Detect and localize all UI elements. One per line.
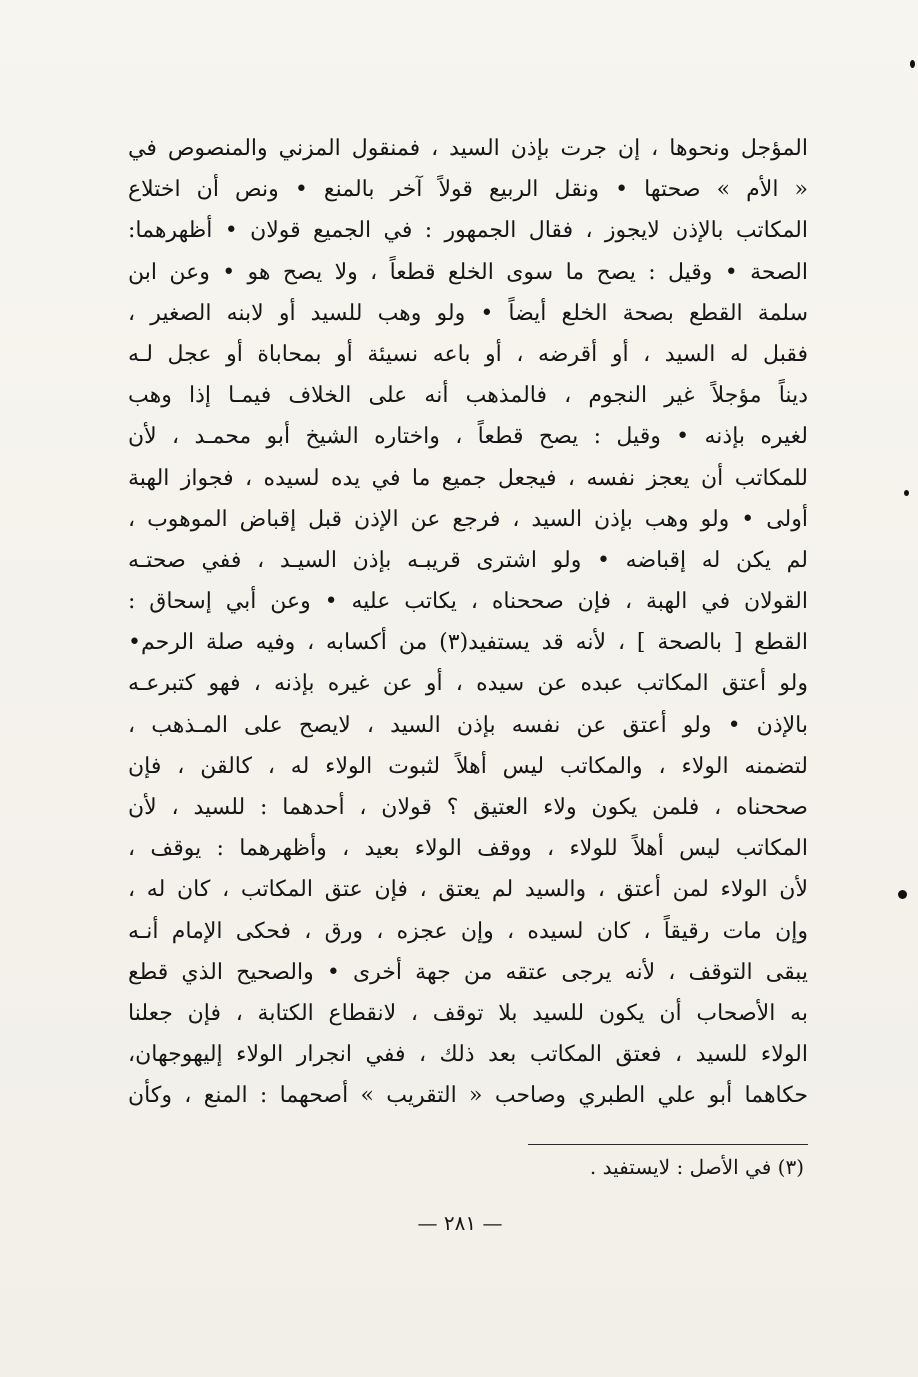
text-line: ديناً مؤجلاً غير النجوم ، فالمذهب أنه على الخلاف فيمـا إذا وهب: [128, 383, 808, 409]
footnote-divider: [528, 1144, 808, 1145]
scan-speck: [898, 890, 907, 899]
footnote: (٣) في الأصل : لايستفيد .: [589, 1155, 804, 1179]
text-line: الصحة • وقيل : يصح ما سوى الخلع قطعاً ، ولا يصح هو • وعن ابن: [128, 259, 808, 285]
text-line: للمكاتب أن يعجز نفسه ، فيجعل جميع ما في يده لسيده ، فجواز الهبة: [128, 465, 808, 491]
text-line: صححناه ، فلمن يكون ولاء العتيق ؟ قولان ، أحدهما : للسيد ، لأن: [128, 795, 808, 820]
text-line: يبقى التوقف ، لأنه يرجى عتقه من جهة أخرى • والصحيح الذي قطع: [128, 959, 808, 985]
text-line: المؤجل ونحوها ، إن جرت بإذن السيد ، فمنقول المزني والمنصوص في: [128, 136, 808, 161]
scan-speck: [904, 490, 909, 496]
text-line: وإن مات رقيقاً ، كان لسيده ، وإن عجزه ، ورق ، فحكى الإمام أنـه: [128, 918, 808, 944]
text-line: المكاتب بالإذن لايجوز ، فقال الجمهور : في الجميع قولان • أظهرهما:: [128, 218, 808, 244]
text-line: « الأم » صحتها • ونقل الربيع قولاً آخر بالمنع • ونص أن اختلاع: [128, 177, 808, 203]
text-line: حكاهما أبو علي الطبري وصاحب « التقريب » أصحهما : المنع ، وكأن: [128, 1083, 808, 1109]
text-line: القطع [ بالصحة ] ، لأنه قد يستفيد(٣) من أكسابه ، وفيه صلة الرحم•: [128, 630, 808, 656]
text-line: أولى • ولو وهب بإذن السيد ، فرجع عن الإذن قبل إقباض الموهوب ،: [128, 506, 808, 532]
text-line: فقبل له السيد ، أو أقرضه ، أو باعه نسيئة أو بمحاباة أو عجل لـه: [128, 341, 808, 367]
text-line: لغيره بإذنه • وقيل : يصح قطعاً ، واختاره الشيخ أبو محمـد ، لأن: [128, 424, 808, 450]
text-line: بالإذن • ولو أعتق عن نفسه بإذن السيد ، لايصح على المـذهب ،: [128, 712, 808, 738]
text-line: لأن الولاء لمن أعتق ، والسيد لم يعتق ، فإن عتق المكاتب ، كان له ،: [128, 877, 808, 903]
text-line: سلمة القطع بصحة الخلع أيضاً • ولو وهب للسيد أو لابنه الصغير ،: [128, 300, 808, 326]
page-number: — ٢٨١ —: [417, 1211, 503, 1235]
scan-speck: [910, 60, 915, 68]
text-line: لتضمنه الولاء ، والمكاتب ليس أهلاً لثبوت الولاء له ، كالقن ، فإن: [128, 753, 808, 779]
text-line: الولاء للسيد ، فعتق المكاتب بعد ذلك ، ففي انجرار الولاء إليهوجهان،: [128, 1042, 808, 1068]
text-line: به الأصحاب أن يكون للسيد بلا توقف ، لانقطاع الكتابة ، فإن جعلنا: [128, 1000, 808, 1026]
text-line: القولان في الهبة ، فإن صححناه ، يكاتب عليه • وعن أبي إسحاق :: [128, 589, 808, 615]
text-line: لم يكن له إقباضه • ولو اشترى قريبـه بإذن السيـد ، ففي صحتـه: [128, 547, 808, 573]
main-text-block: [128, 128, 808, 1117]
text-line: المكاتب ليس أهلاً للولاء ، ووقف الولاء بعيد ، وأظهرهما : يوقف ،: [128, 836, 808, 862]
text-line: ولو أعتق المكاتب عبده عن سيده ، أو عن غيره بإذنه ، فهو كتبرعـه: [128, 671, 808, 697]
